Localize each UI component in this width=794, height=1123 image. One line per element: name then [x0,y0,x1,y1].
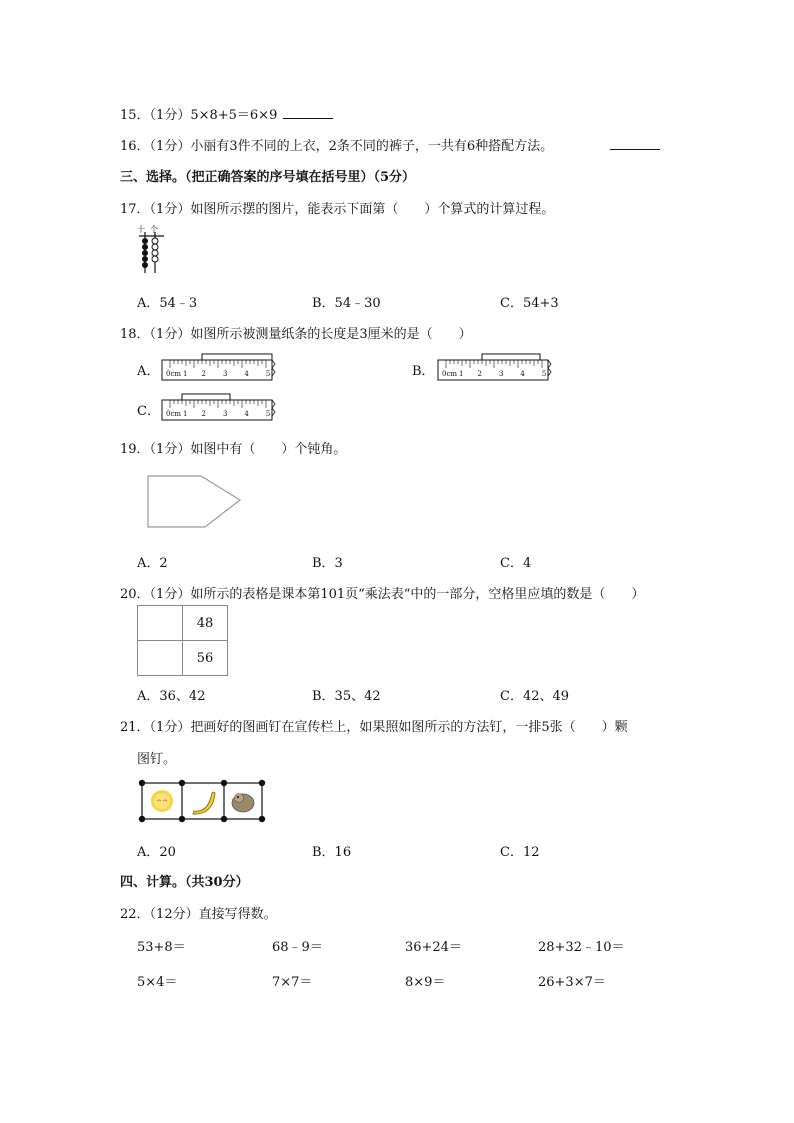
pentagon-figure [145,474,245,530]
q21-option-a[interactable]: A．20 [137,845,176,860]
multiplication-table-fragment [137,605,228,676]
answer-blank-16[interactable] [610,137,660,150]
q17-option-b[interactable]: B．54﹣30 [312,296,381,311]
calc-3[interactable]: 36+24＝ [405,940,462,955]
ruler-a[interactable] [160,353,276,383]
question-16-text: 16．（1分）小丽有3件不同的上衣，2条不同的裤子，一共有6种搭配方法。 [120,139,554,154]
question-15 [120,104,333,123]
section-3-title: 三、选择。（把正确答案的序号填在括号里）（5分） [120,170,416,185]
q20-option-b[interactable]: B．35、42 [312,689,381,704]
section-4-title: 四、计算。（共30分） [120,875,249,890]
answer-blank-15[interactable] [283,106,333,119]
table-cell-blank-1[interactable] [138,606,183,641]
q20-option-a[interactable]: A．36、42 [137,689,206,704]
sun-icon [151,790,173,812]
q19-option-b[interactable]: B．3 [312,556,343,571]
q18-option-b-label[interactable]: B． [412,364,435,379]
question-20-text: 20．（1分）如所示的表格是课本第101页“乘法表“中的一部分，空格里应填的数是（ ） [120,587,645,602]
q18-option-c-label[interactable]: C． [137,404,160,419]
calc-5[interactable]: 5×4＝ [137,975,178,990]
q18-option-a-label[interactable]: A． [137,364,160,379]
calc-6[interactable]: 7×7＝ [272,975,313,990]
q20-option-c[interactable]: C．42、49 [500,689,570,704]
question-21-text-line1: 21．（1分）把画好的图画钉在宣传栏上，如果照如图所示的方法钉，一排5张（ ）颗 [120,720,628,735]
q19-option-a[interactable]: A．2 [137,556,168,571]
calc-2[interactable]: 68﹣9＝ [272,940,323,955]
question-15-text: 15．（1分）5×8+5＝6×9 [120,108,278,123]
ruler-c-ticks: 0cm 1 2 3 4 5 [166,410,271,418]
question-18-text: 18．（1分）如图所示被测量纸条的长度是3厘米的是（ ） [120,327,472,342]
ruler-c[interactable] [160,393,276,423]
q19-option-c[interactable]: C．4 [500,556,532,571]
question-21-text-line2: 图钉。 [137,752,177,767]
calc-7[interactable]: 8×9＝ [405,975,446,990]
q21-option-b[interactable]: B．16 [312,845,352,860]
question-17-text: 17．（1分）如图所示摆的图片，能表示下面第（ ）个算式的计算过程。 [120,202,555,217]
q17-option-c[interactable]: C．54+3 [500,296,559,311]
table-cell-48: 48 [183,606,228,641]
ruler-a-ticks: 0cm 1 2 3 4 5 [166,370,271,378]
pinned-pictures-figure [136,779,272,823]
ruler-b-ticks: 0cm 1 2 3 4 5 [442,370,547,378]
calc-4[interactable]: 28+32﹣10＝ [538,940,625,955]
abacus-label-ones: 个 [150,225,158,234]
question-22-text: 22．（12分）直接写得数。 [120,907,277,922]
abacus-label-tens: 十 [137,225,145,234]
ruler-b[interactable] [436,353,552,383]
question-16 [120,135,553,154]
calc-1[interactable]: 53+8＝ [137,940,186,955]
table-cell-blank-2[interactable] [138,641,183,676]
table-cell-56: 56 [183,641,228,676]
calc-8[interactable]: 26+3×7＝ [538,975,606,990]
q17-option-a[interactable]: A．54﹣3 [137,296,198,311]
question-19-text: 19．（1分）如图中有（ ）个钝角。 [120,442,347,457]
q21-option-c[interactable]: C．12 [500,845,540,860]
